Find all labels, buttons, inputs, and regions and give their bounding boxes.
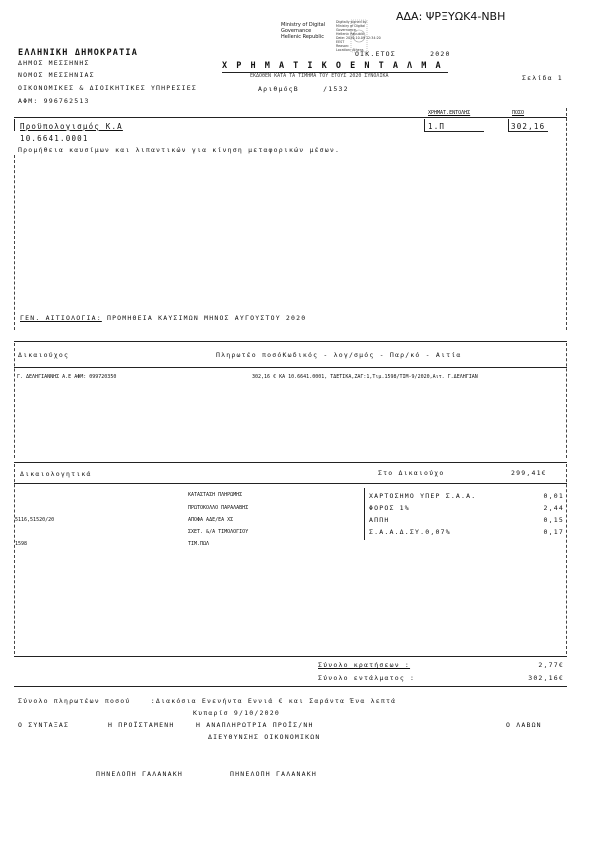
fiscal-year-value: 2020 (430, 50, 451, 58)
beneficiary-header: Δικαιούχος (18, 351, 70, 359)
document-type: ΚΑΤΑΣΤΑΣΗ ΠΛΗΡΩΜΗΣ (188, 492, 243, 498)
document-subtitle: ΕΚΔΟΘΕΝ ΚΑΤΑ ΤΑ ΤΙΜΗΜΑ ΤΟΥ ΕΤΟΥΣ 2020 ΣΥΝΟΛΙΚΑ (250, 73, 389, 79)
payment-header: Πληρωτέο ποσόΚωδικός - λογ/σμός - Παρ/κό - Αιτία (216, 351, 462, 359)
document-type: ΠΡΩΤΟΚΟΛΛΟ ΠΑΡΑΛΑΒΗΣ (188, 505, 249, 511)
deduction-amount: 2,44 (543, 504, 564, 512)
place-date: Κυπαρίσ 9/10/2020 (193, 709, 280, 717)
total-order-label: Σύνολο εντάλματος : (318, 674, 416, 682)
document-type: ΣΧΕΤ. &/Α ΤΙΜΟΛΟΓΙΟΥ (188, 529, 249, 535)
budget-amount: 302,16 (511, 122, 546, 131)
issuer-country: ΕΛΛΗΝΙΚΗ ΔΗΜΟΚΡΑΤΙΑ (18, 48, 139, 58)
order-number-value: /1532 (323, 85, 349, 93)
payable-line (18, 697, 396, 705)
payable-words: :Διακόσια Ενενήντα Εννιά € και Σαράντα Ένα λεπτά (150, 697, 397, 705)
total-deductions-value: 2,77€ (538, 661, 564, 669)
total-deductions-label: Σύνολο κρατήσεων : (318, 661, 411, 669)
signer-ministry (281, 22, 325, 40)
signer-detail-line: Ministry of Digital (336, 24, 366, 28)
direction-label: ΔΙΕΥΘΥΝΣΗΣ ΟΙΚΟΝΟΜΙΚΩΝ (208, 733, 321, 741)
col-amount-header: ΠΟΣΟ (512, 110, 525, 116)
signer-detail-line: Reason: (336, 44, 350, 48)
signer-details (336, 20, 381, 52)
col-type-header: ΧΡΗΜΑΤ.ΕΝΤΟΛΗΣ (428, 110, 471, 116)
fiscal-year-label: ΟΙΚ.ΕΤΟΣ (355, 50, 396, 58)
total-order-value: 302,16€ (528, 674, 564, 682)
signer-detail-line: Date: 2020.10.09 12:34:20 (336, 36, 381, 40)
signer-name-head: ΠΗΝΕΛΟΠΗ ΓΑΛΑΝΑΚΗ (96, 770, 183, 778)
signer-ministry-line: Hellenic Republic (281, 34, 324, 40)
beneficiary-detail: 302,16 € ΚΑ 10.6641.0001, ΤΔΕΤΙΚΑ,ΖΑΓ:1,Τιμ.1598/ΤΙΜ-9/2020,Αιτ. Γ.ΔΕΛΗΓΙΑΝ (252, 374, 478, 380)
payable-label: Σύνολο πληρωτέων ποσού (18, 697, 131, 705)
role-composer: Ο ΣΥΝΤΑΞΑΣ (18, 721, 70, 729)
budget-description: Προμήθεια καυσίμων και λιπαντικών για κίνηση μεταφορικών μέσων. (18, 146, 341, 154)
signer-detail-line: Digitally signed by (336, 20, 367, 24)
document-ref: 1598 (15, 541, 28, 547)
deduction-label: ΧΑΡΤΟΣΗΜΟ ΥΠΕΡ Σ.Α.Α. (369, 492, 477, 500)
signer-name-deputy: ΠΗΝΕΛΟΠΗ ΓΑΛΑΝΑΚΗ (230, 770, 317, 778)
deduction-amount: 0,15 (543, 516, 564, 524)
role-head: Η ΠΡΟΪΣΤΑΜΕΝΗ (108, 721, 175, 729)
deduction-label: Σ.Α.Α.Δ.ΣΥ.0,07% (369, 528, 451, 536)
deduction-amount: 0,17 (543, 528, 564, 536)
beneficiary-name: Γ. ΔΕΛΗΓΙΑΝΝΗΣ Α.Ε ΑΦΜ: 099720350 (17, 374, 117, 380)
documents-label: Δικαιολογητικά (20, 470, 92, 478)
order-number-label: ΑριθμόςΒ (258, 85, 299, 93)
page-number: Σελίδα 1 (522, 74, 563, 82)
justification-line (20, 314, 306, 322)
justification-text: ΠΡΟΜΗΘΕΙΑ ΚΑΥΣΙΜΩΝ ΜΗΝΟΣ ΑΥΓΟΥΣΤΟΥ 2020 (106, 314, 307, 322)
order-number (258, 85, 349, 93)
role-deputy-head: Η ΑΝΑΠΛΗΡΩΤΡΙΑ ΠΡΟΪΣ/ΝΗ (196, 721, 314, 729)
signer-detail-line: EEST (336, 40, 345, 44)
justification-label: ΓΕΝ. ΑΙΤΙΟΛΟΓΙΑ: (20, 314, 102, 322)
role-recipient: Ο ΛΑΒΩΝ (506, 721, 542, 729)
afm-line (18, 97, 90, 105)
document-ref: 5116,51520/20 (15, 517, 55, 523)
budget-type: 1.Π (428, 122, 446, 131)
signer-detail-line: Hellenic Republic (336, 32, 365, 36)
issuer-municipality: ΔΗΜΟΣ ΜΕΣΣΗΝΗΣ (18, 59, 90, 67)
signer-ministry-line: Governance (281, 28, 312, 34)
issuer-department: ΟΙΚΟΝΟΜΙΚΕΣ & ΔΙΟΙΚΗΤΙΚΕΣ ΥΠΗΡΕΣΙΕΣ (18, 84, 197, 92)
ada-label: ΑΔΑ: ΨΡΞΥΩΚ4-ΝΒΗ (396, 10, 506, 23)
signer-detail-line: Governance, (336, 28, 357, 32)
afm-label: ΑΦΜ: (18, 97, 39, 105)
fiscal-year (355, 50, 451, 58)
budget-code: 10.6641.0001 (20, 134, 89, 143)
document-type: ΑΠΟΦΑ ΑΔΕ/ΕΑ ΧΣ (188, 517, 234, 523)
document-type: ΤΙΜ.ΠΩΛ (188, 541, 210, 547)
budget-label: Προϋπολογισμός Κ.Α (20, 122, 123, 131)
issuer-prefecture: ΝΟΜΟΣ ΜΕΣΣΗΝΙΑΣ (18, 71, 95, 79)
document-title: Χ Ρ Η Μ Α Τ Ι Κ Ο Ε Ν Τ Α Λ Μ Α (222, 61, 443, 71)
deduction-amount: 0,01 (543, 492, 564, 500)
deduction-label: ΦΟΡΟΣ 1% (369, 504, 410, 512)
deduction-label: ΑΠΠΗ (369, 516, 390, 524)
signer-detail-line: Location: Athens (336, 48, 364, 52)
signer-ministry-line: Ministry of Digital (281, 22, 326, 28)
to-beneficiary-amount: 299,41€ (511, 469, 547, 477)
afm-value: 996762513 (43, 97, 90, 105)
to-beneficiary-label: Στο Δικαιούχο (378, 469, 445, 477)
